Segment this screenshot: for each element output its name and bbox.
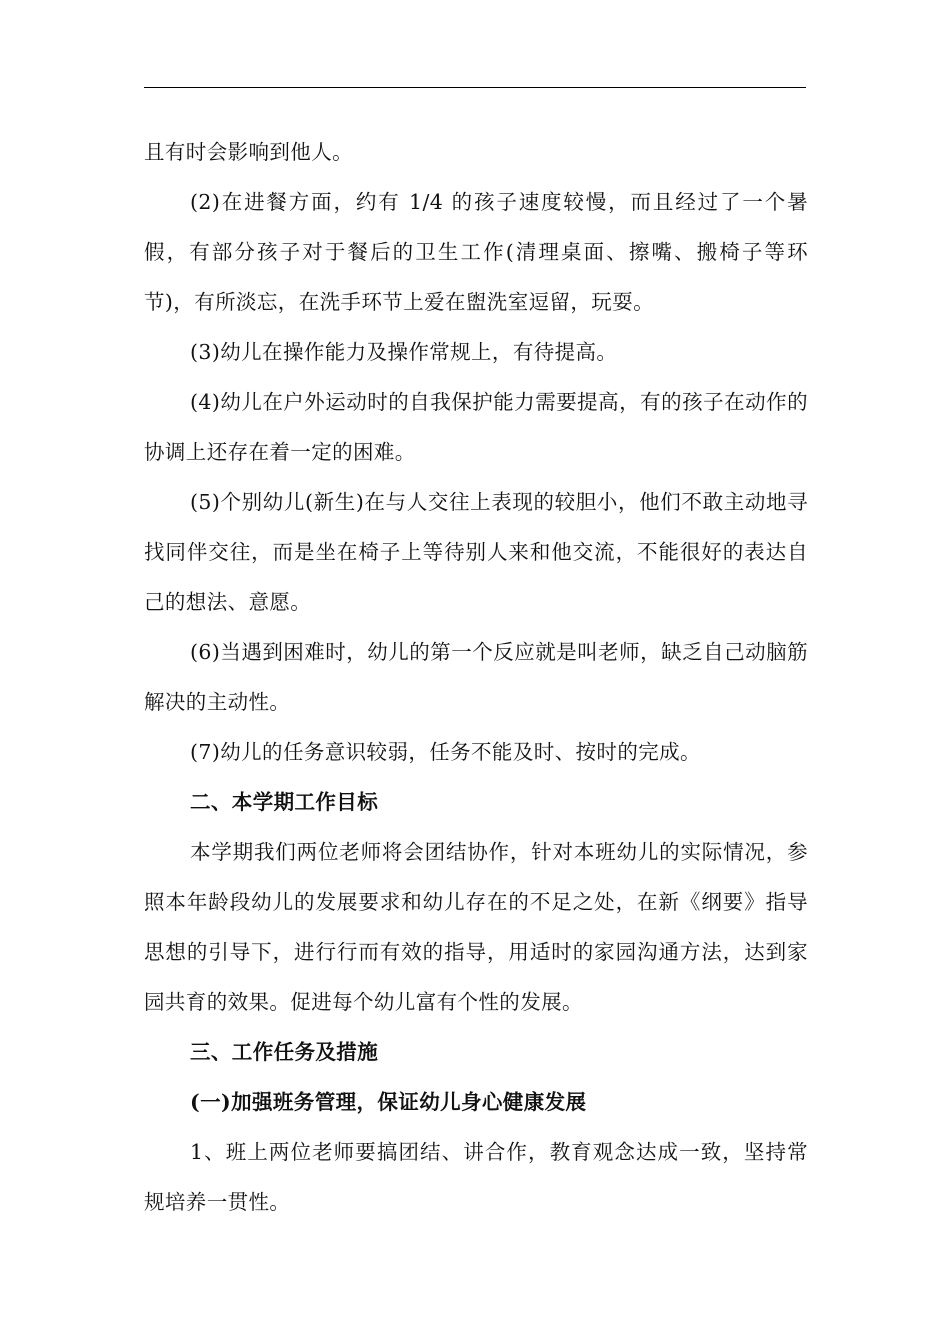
subsection-heading-class-management: (一)加强班务管理，保证幼儿身心健康发展 — [190, 1090, 587, 1114]
header-rule — [144, 87, 806, 88]
paragraph-item-7: (7)幼儿的任务意识较弱，任务不能及时、按时的完成。 — [190, 740, 701, 764]
paragraph-item-3: (3)幼儿在操作能力及操作常规上，有待提高。 — [190, 340, 618, 364]
paragraph-item-5: (5)个别幼儿(新生)在与人交往上表现的较胆小，他们不敢主动地寻找同伴交往，而是坐在椅子上等待别人来和他交流，不能很好的表达自己的想法、意愿。 — [144, 490, 808, 614]
paragraph-item-2: (2)在进餐方面，约有 1/4 的孩子速度较慢，而且经过了一个暑假，有部分孩子对于餐后的卫生工作(清理桌面、擦嘴、搬椅子等环节)，有所淡忘，在洗手环节上爱在盥洗室逗留，玩耍。 — [144, 190, 808, 314]
paragraph-measure-1: 1、班上两位老师要搞团结、讲合作，教育观念达成一致，坚持常规培养一贯性。 — [144, 1140, 808, 1214]
document-body — [144, 127, 808, 1227]
paragraph-item-6: (6)当遇到困难时，幼儿的第一个反应就是叫老师，缺乏自己动脑筋解决的主动性。 — [144, 640, 808, 714]
paragraph-continuation: 且有时会影响到他人。 — [144, 140, 353, 164]
paragraph-goals: 本学期我们两位老师将会团结协作，针对本班幼儿的实际情况，参照本年龄段幼儿的发展要求和幼儿存在的不足之处，在新《纲要》指导思想的引导下，进行行而有效的指导，用适时的家园沟通方法，达到家园共育的效果。促进每个幼儿富有个性的发展。 — [144, 840, 808, 1014]
paragraph-item-4: (4)幼儿在户外运动时的自我保护能力需要提高，有的孩子在动作的协调上还存在着一定的困难。 — [144, 390, 808, 464]
section-heading-goals: 二、本学期工作目标 — [190, 790, 379, 814]
section-heading-tasks: 三、工作任务及措施 — [190, 1040, 379, 1064]
